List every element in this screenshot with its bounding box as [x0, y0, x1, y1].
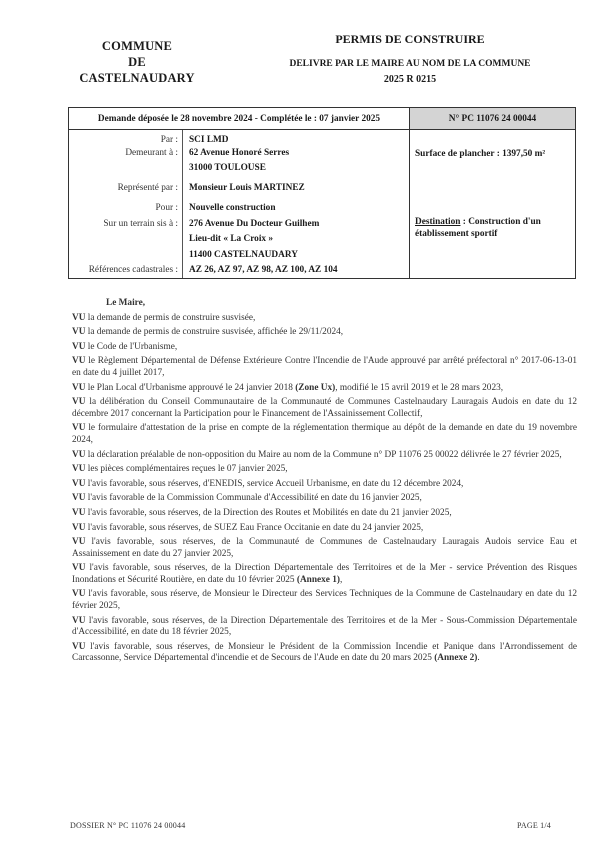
consideration-lead: VU — [72, 341, 86, 352]
document-title: PERMIS DE CONSTRUIRE — [335, 32, 485, 46]
consideration-text: l'avis favorable, sous réserve, de Monsieur le Directeur des Services Techniques de la Commune de Castelnaudary en date du 12 février 2025, — [72, 589, 577, 612]
detail-label: Demeurant à : — [125, 148, 178, 158]
detail-value: 62 Avenue Honoré Serres — [189, 148, 290, 158]
consideration-text: les pièces complémentaires reçues le 07 janvier 2025, — [85, 464, 288, 475]
consideration-lead: VU — [72, 478, 86, 489]
consideration-item — [72, 642, 577, 665]
consideration-text: la demande de permis de construire susvisée, affichée le 29/11/2024, — [85, 327, 344, 338]
table-divider — [409, 130, 410, 278]
consideration-text: le Règlement Départemental de Défense Extérieure Contre l'Incendie de l'Aude approuvé par arrêté préfectoral n° 2017-06-13-01 en date du 4 juillet 2017, — [72, 356, 577, 378]
consideration-item — [72, 464, 577, 476]
consideration-text: l'avis favorable, sous réserves, de la Direction Départementale des Territoires et de la Mer - Sous-Commission Départementale d'Accessibilité, en date du 18 février 2025, — [72, 615, 577, 638]
consideration-item — [72, 616, 577, 639]
consideration-lead: VU — [72, 615, 86, 626]
consideration-lead: VU — [72, 464, 86, 475]
document-subtitle: DELIVRE PAR LE MAIRE AU NOM DE LA COMMUNE — [289, 59, 531, 69]
consideration-lead: VU — [72, 449, 86, 460]
consideration-emphasis: (Zone Ux) — [295, 382, 336, 393]
deposit-dates: Demande déposée le 28 novembre 2024 - Complétée le : 07 janvier 2025 — [69, 108, 410, 129]
detail-value: SCI LMD — [189, 135, 229, 145]
consideration-item — [72, 423, 577, 446]
floor-area: Surface de plancher : 1397,50 m² — [415, 149, 546, 159]
destination-value: : Construction d'un établissement sportif — [415, 217, 541, 239]
consideration-lead: VU — [72, 641, 86, 652]
consideration-item — [72, 537, 577, 560]
label-divider — [182, 130, 183, 278]
consideration-text: le formulaire d'attestation de la prise en compte de la réglementation thermique au dépôt de la demande en date du 19 novembre 2024, — [72, 423, 577, 445]
commune-line: COMMUNE — [101, 39, 173, 53]
consideration-item — [72, 479, 577, 491]
consideration-item — [72, 450, 577, 462]
consideration-text: l'avis favorable, sous réserves, de la Direction des Routes et Mobilités en date du 21 janvier 2025, — [85, 507, 452, 518]
consideration-text: la délibération du Conseil Communautaire de la Communauté de Communes Castelnaudary Lauragais Audois en date du 12 décembre 2017 concernant la Participation pour le Financement de l'Assainissement Collectif, — [72, 397, 577, 419]
consideration-lead: VU — [72, 507, 86, 518]
consideration-lead: VU — [72, 397, 86, 408]
consideration-item — [72, 589, 577, 612]
commune-line: DE — [128, 55, 146, 69]
detail-label: Par : — [160, 135, 178, 145]
consideration-text: l'avis favorable de la Commission Communale d'Accessibilité en date du 16 janvier 2025, — [85, 493, 422, 504]
detail-value: Nouvelle construction — [189, 203, 276, 213]
consideration-item — [72, 397, 577, 420]
consideration-item — [72, 523, 577, 535]
detail-value: Monsieur Louis MARTINEZ — [189, 183, 305, 193]
consideration-lead: VU — [72, 312, 86, 323]
consideration-lead: VU — [72, 589, 86, 600]
mayor-intro: Le Maire, — [106, 298, 146, 308]
commune-line: CASTELNAUDARY — [79, 71, 195, 85]
detail-value: 31000 TOULOUSE — [189, 163, 266, 173]
permit-number: N° PC 11076 24 00044 — [410, 108, 575, 129]
consideration-text: la déclaration préalable de non-opposition du Maire au nom de la Commune n° DP 11076 25 00022 délivrée le 27 février 2025, — [85, 449, 562, 460]
application-header-row — [68, 107, 576, 130]
consideration-text: l'avis favorable, sous réserves, de Monsieur le Président de la Commission Incendie et Panique dans l'Arrondissement de Carcassonne, Service Départemental d'incendie et de Secours de l'Aude en date du 20 mars 2025 — [72, 641, 577, 664]
consideration-text-end: , — [340, 574, 343, 585]
detail-label: Pour : — [155, 203, 178, 213]
consideration-item — [72, 342, 577, 354]
consideration-text-end: . — [477, 653, 480, 664]
consideration-item — [72, 313, 577, 325]
detail-value: 276 Avenue Du Docteur Guilhem — [189, 219, 320, 229]
document-reference: 2025 R 0215 — [383, 74, 437, 85]
consideration-item — [72, 383, 577, 395]
consideration-text: la demande de permis de construire susvisée, — [85, 312, 256, 323]
detail-label: Références cadastrales : — [88, 265, 178, 275]
detail-value: AZ 26, AZ 97, AZ 98, AZ 100, AZ 104 — [189, 265, 338, 275]
application-details-table — [68, 130, 576, 279]
consideration-item — [72, 327, 577, 339]
consideration-emphasis: (Annexe 1) — [296, 574, 340, 585]
footer-page: PAGE 1/4 — [517, 821, 551, 830]
consideration-item — [72, 508, 577, 520]
consideration-lead: VU — [72, 356, 86, 367]
detail-value: Lieu-dit « La Croix » — [189, 234, 274, 244]
destination — [415, 216, 573, 240]
consideration-lead: VU — [72, 423, 86, 434]
consideration-lead: VU — [72, 327, 86, 338]
detail-label: Sur un terrain sis à : — [103, 219, 178, 229]
consideration-text: l'avis favorable, sous réserves, de SUEZ Eau France Occitanie en date du 24 janvier 2025, — [85, 522, 424, 533]
detail-label: Représenté par : — [117, 183, 178, 193]
consideration-text: l'avis favorable, sous réserves, de la Direction Départementale des Territoires et de la Mer - service Prévention des Risques Inondations et Sécurité Routière, en date du 10 février 2025 — [72, 563, 577, 585]
consideration-text: l'avis favorable, sous réserves, de la Communauté de Communes de Castelnaudary Lauragais Audois service Eau et Assainissement en date du 27 janvier 2025, — [72, 537, 577, 559]
considerations-list — [72, 313, 577, 665]
considerations-body — [72, 298, 577, 668]
consideration-text: le Plan Local d'Urbanisme approuvé le 24 janvier 2018 — [85, 382, 296, 393]
consideration-lead: VU — [72, 493, 86, 504]
footer-dossier: DOSSIER N° PC 11076 24 00044 — [70, 821, 186, 830]
consideration-text: le Code de l'Urbanisme, — [85, 341, 178, 352]
destination-label: Destination — [415, 217, 461, 227]
consideration-emphasis: (Annexe 2) — [434, 653, 478, 664]
consideration-lead: VU — [72, 382, 86, 393]
consideration-text: l'avis favorable, sous réserves, d'ENEDIS, service Accueil Urbanisme, en date du 12 décembre 2024, — [85, 478, 464, 489]
consideration-item — [72, 493, 577, 505]
consideration-item — [72, 563, 577, 586]
consideration-text-end: , modifié le 15 avril 2019 et le 28 mars 2023, — [335, 382, 504, 393]
detail-value: 11400 CASTELNAUDARY — [189, 250, 298, 260]
consideration-lead: VU — [72, 522, 86, 533]
consideration-lead: VU — [72, 537, 86, 548]
permit-heading — [245, 31, 575, 87]
commune-heading — [62, 38, 212, 86]
consideration-lead: VU — [72, 563, 86, 574]
consideration-item — [72, 356, 577, 379]
